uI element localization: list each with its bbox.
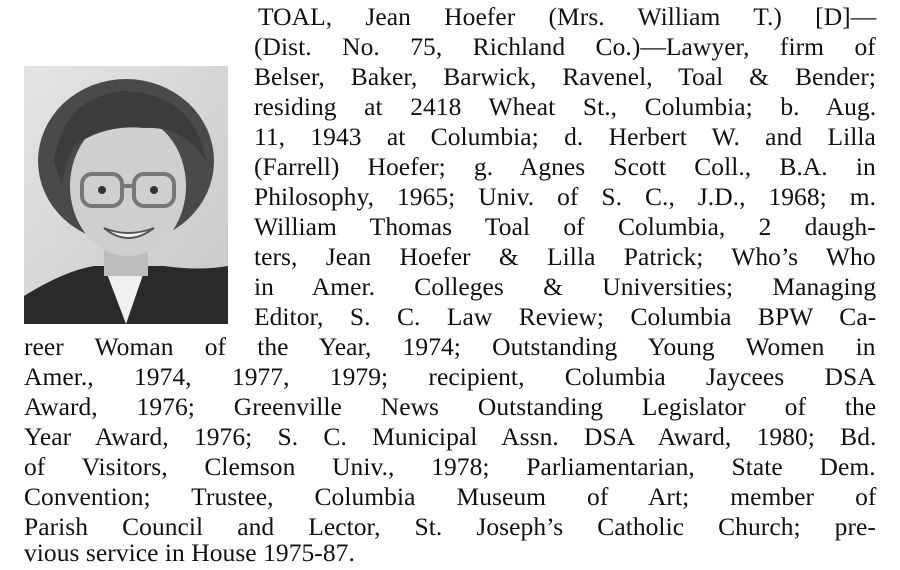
entry-line-16: of Visitors, Clemson Univ., 1978; Parliamentarian, State Dem. <box>24 452 876 481</box>
entry-line-3: Belser, Baker, Barwick, Ravenel, Toal & Bender; <box>254 62 877 91</box>
entry-line-6: (Farrell) Hoefer; g. Agnes Scott Coll., B.A. in <box>254 152 876 181</box>
entry-line-1: TOAL, Jean Hoefer (Mrs. William T.) [D]— <box>258 2 877 31</box>
entry-line-18: Parish Council and Lector, St. Joseph’s Catholic Church; pre- <box>24 512 876 541</box>
entry-line-17: Convention; Trustee, Columbia Museum of Art; member of <box>24 482 877 511</box>
entry-line-7: Philosophy, 1965; Univ. of S. C., J.D., 1968; m. <box>254 182 877 211</box>
entry-line-15: Year Award, 1976; S. C. Municipal Assn. DSA Award, 1980; Bd. <box>24 422 877 451</box>
entry-line-12: reer Woman of the Year, 1974; Outstanding Young Women in <box>24 332 876 361</box>
entry-line-11: Editor, S. C. Law Review; Columbia BPW Ca- <box>254 302 877 331</box>
portrait-illustration <box>24 66 228 324</box>
entry-line-9: ters, Jean Hoefer & Lilla Patrick; Who’s Who <box>254 242 876 271</box>
entry-line-10: in Amer. Colleges & Universities; Managing <box>254 272 877 301</box>
portrait-photo <box>24 66 228 324</box>
entry-line-14: Award, 1976; Greenville News Outstanding Legislator of the <box>24 392 877 421</box>
entry-line-8: William Thomas Toal of Columbia, 2 daugh- <box>254 212 876 241</box>
entry-line-5: 11, 1943 at Columbia; d. Herbert W. and Lilla <box>254 122 876 151</box>
entry-line-4: residing at 2418 Wheat St., Columbia; b. Aug. <box>254 92 877 121</box>
entry-line-13: Amer., 1974, 1977, 1979; recipient, Columbia Jaycees DSA <box>24 362 876 391</box>
entry-line-2: (Dist. No. 75, Richland Co.)—Lawyer, firm of <box>254 32 876 61</box>
entry-line-19: vious service in House 1975-87. <box>24 538 355 567</box>
